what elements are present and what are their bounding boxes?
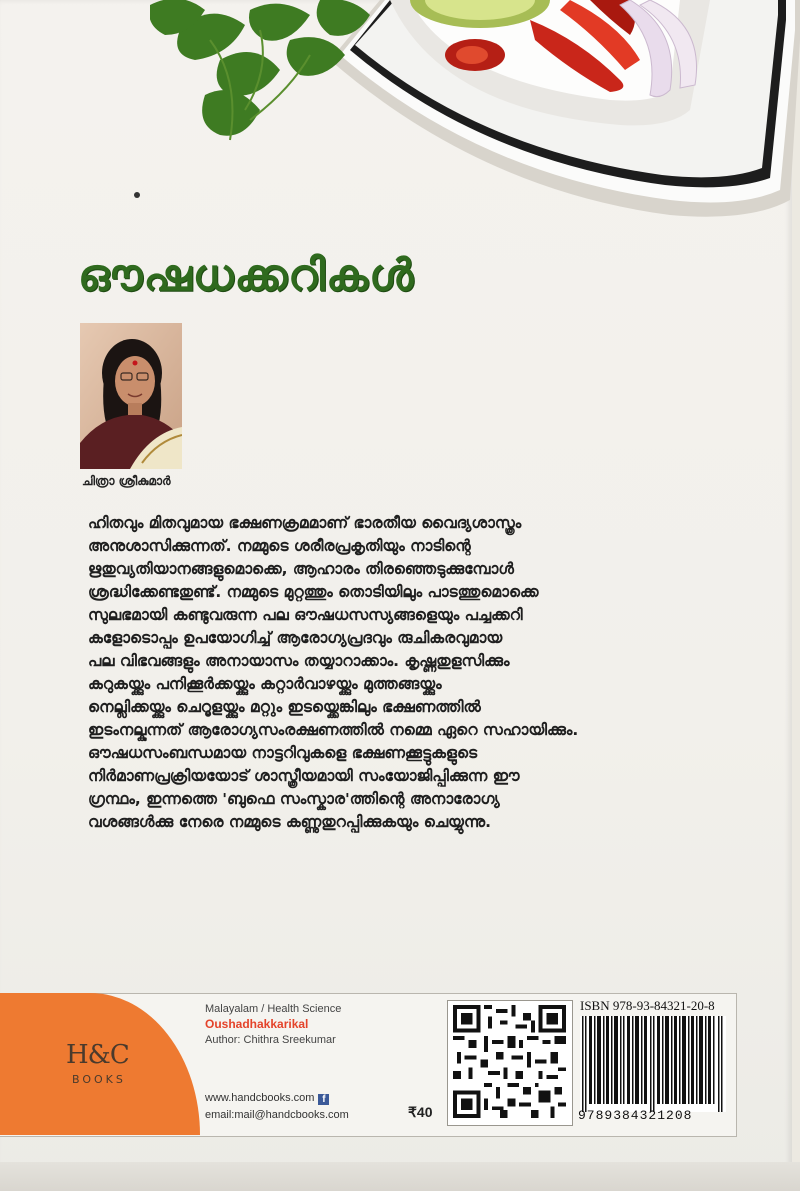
isbn-label: ISBN 978-93-84321-20-8	[580, 998, 715, 1013]
book-title-english: Oushadhakkarikal	[205, 1017, 309, 1031]
blurb-line: പല വിഭവങ്ങളും അനായാസം തയ്യാറാക്കാം. കൃഷ്ണതുളസിക്കും	[88, 652, 510, 670]
blurb-line: ഗ്രന്ഥം, ഇന്നത്തെ 'ബുഫെ സംസ്കാര'ത്തിന്റെ അനാരോഗ്യ	[88, 790, 500, 808]
blurb-line: ഇടംനല്കുന്നത് ആരോഗ്യസംരക്ഷണത്തിൽ നമ്മെ ഏറെ സഹായിക്കും.	[88, 721, 579, 739]
book-author: Author: Chithra Sreekumar	[205, 1034, 336, 1046]
blurb-line: വശങ്ങൾക്കു നേരെ നമ്മുടെ കണ്ണുതുറപ്പിക്കുകയും ചെയ്യുന്നു.	[88, 813, 491, 831]
publisher-email: email:mail@handcbooks.com	[205, 1109, 349, 1121]
publisher-logo: H&C	[66, 1040, 129, 1070]
blurb-line: നിർമാണപ്രക്രിയയോട് ശാസ്ത്രീയമായി സംയോജിപ്പിക്കുന്ന ഈ	[88, 767, 520, 785]
book-title-malayalam: ഔഷധക്കറികൾ	[78, 250, 415, 301]
blurb-line: കറുകയ്ക്കും പനിക്കൂർക്കയ്ക്കും കറ്റാർവാഴയ്ക്കും മുത്തങ്ങയ്ക്കും	[88, 675, 442, 693]
website-text: www.handcbooks.com	[205, 1092, 315, 1104]
book-blurb	[88, 512, 728, 834]
book-price: ₹40	[408, 1104, 433, 1120]
author-photo	[80, 323, 182, 469]
barcode	[580, 1016, 726, 1112]
blurb-line: ഹിതവും മിതവുമായ ഭക്ഷണക്രമമാണ് ഭാരതീയ വൈദ്യശാസ്ത്രം	[88, 514, 522, 532]
cover-speck	[134, 192, 140, 198]
publisher-website	[205, 1092, 329, 1105]
blurb-line: സുലഭമായി കണ്ടുവരുന്ന പല ഔഷധസസ്യങ്ങളെയും പച്ചക്കറി	[88, 606, 523, 624]
book-category: Malayalam / Health Science	[205, 1003, 342, 1015]
barcode-number: 9789384321208	[578, 1108, 693, 1123]
blurb-line: ശ്രദ്ധിക്കേണ്ടതുണ്ട്. നമ്മുടെ മുറ്റത്തും തൊടിയിലും പാടത്തുമൊക്കെ	[88, 583, 539, 601]
book-meta	[205, 1003, 341, 1046]
qr-code	[453, 1005, 566, 1118]
blurb-line: ഋതുവ്യതിയാനങ്ങളുമൊക്കെ, ആഹാരം തിരഞ്ഞെടുക്കുമ്പോൾ	[88, 560, 514, 578]
blurb-line: നെല്ലിക്കയ്ക്കും ചെറൂളയ്ക്കും മറ്റും ഇടയ്ക്കെങ്കിലും ഭക്ഷണത്തിൽ	[88, 698, 481, 716]
blurb-line: കളോടൊപ്പം ഉപയോഗിച്ച് ആരോഗ്യപ്രദവും രുചികരവുമായ	[88, 629, 503, 647]
food-dish-image	[150, 0, 800, 230]
blurb-line: ഔഷധസംബന്ധമായ നാട്ടറിവുകളെ ഭക്ഷണക്കൂട്ടുകളുടെ	[88, 744, 478, 762]
blurb-line: അനുശാസിക്കുന്നത്. നമ്മുടെ ശരീരപ്രകൃതിയും നാടിന്റെ	[88, 537, 471, 555]
facebook-icon: f	[318, 1094, 329, 1105]
cover-edge	[0, 1162, 800, 1191]
publisher-logo-sub: BOOKS	[72, 1073, 126, 1086]
author-name-caption: ചിത്രാ ശ്രീകുമാർ	[82, 474, 171, 488]
